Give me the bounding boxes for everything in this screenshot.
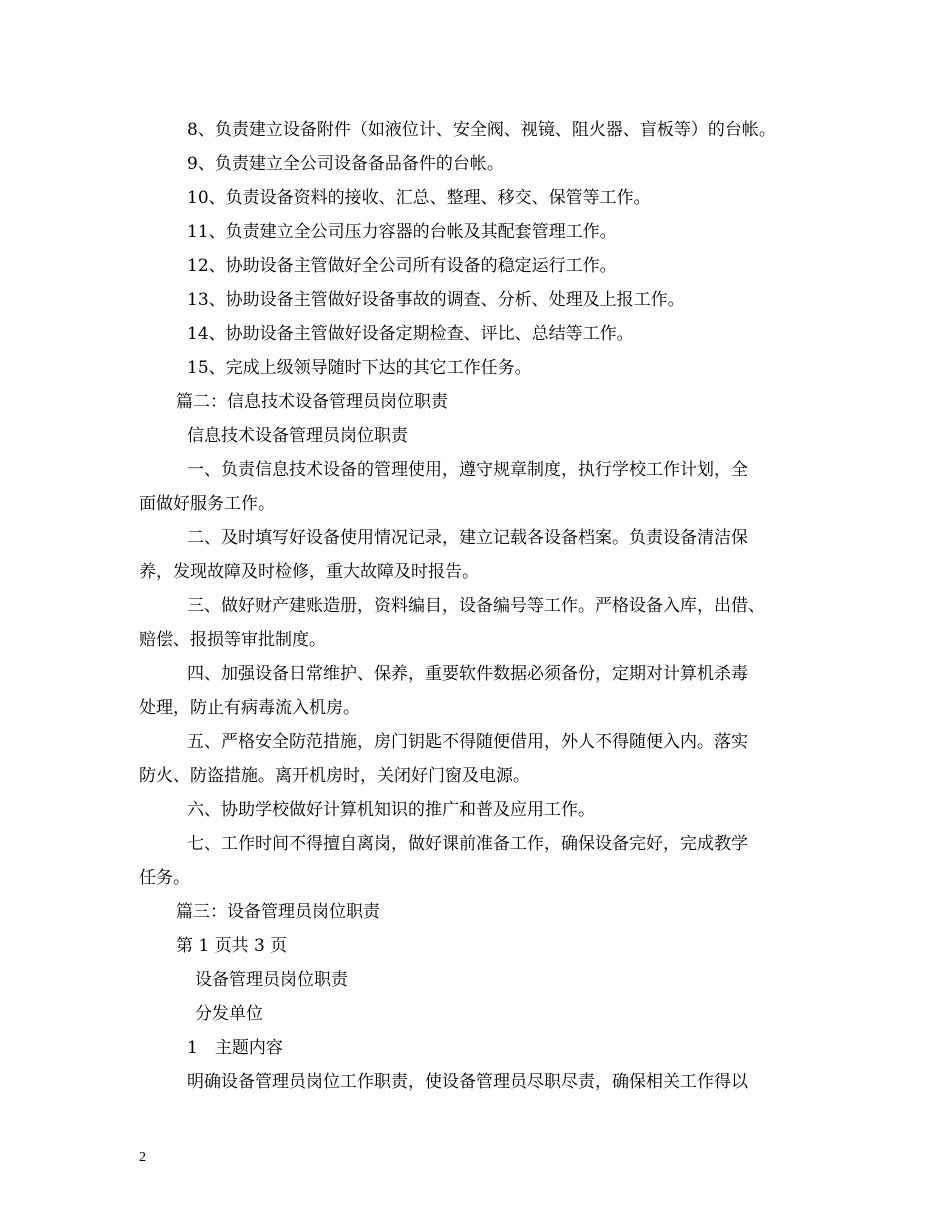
section-title: 设备管理员岗位职责	[195, 970, 348, 990]
section-heading: 篇二：信息技术设备管理员岗位职责	[176, 392, 448, 412]
duty-line: 任务。	[139, 868, 190, 888]
duty-line: 养，发现故障及时检修，重大故障及时报告。	[139, 562, 479, 582]
paragraph: 11、负责建立全公司压力容器的台帐及其配套管理工作。	[187, 222, 617, 242]
paragraph: 明确设备管理员岗位工作职责，使设备管理员尽职尽责，确保相关工作得以	[187, 1072, 748, 1092]
paragraph: 10、负责设备资料的接收、汇总、整理、移交、保管等工作。	[187, 188, 651, 208]
paragraph: 分发单位	[195, 1004, 263, 1024]
duty-line: 五、严格安全防范措施，房门钥匙不得随便借用，外人不得随便入内。落实	[187, 732, 748, 752]
page-info: 第 1 页共 3 页	[176, 936, 288, 956]
paragraph: 14、协助设备主管做好设备定期检查、评比、总结等工作。	[187, 324, 634, 344]
duty-line: 防火、防盗措施。离开机房时，关闭好门窗及电源。	[139, 766, 530, 786]
section-title: 信息技术设备管理员岗位职责	[187, 426, 408, 446]
duty-line: 处理，防止有病毒流入机房。	[139, 698, 360, 718]
duty-line: 三、做好财产建账造册，资料编目，设备编号等工作。严格设备入库，出借、	[187, 596, 765, 616]
duty-line: 二、及时填写好设备使用情况记录，建立记载各设备档案。负责设备清洁保	[187, 528, 748, 548]
paragraph: 13、协助设备主管做好设备事故的调查、分析、处理及上报工作。	[187, 290, 685, 310]
paragraph: 15、完成上级领导随时下达的其它工作任务。	[187, 358, 532, 378]
page-number: 2	[139, 1150, 146, 1165]
duty-line: 六、协助学校做好计算机知识的推广和普及应用工作。	[187, 800, 595, 820]
section-heading: 篇三：设备管理员岗位职责	[176, 902, 380, 922]
duty-line: 四、加强设备日常维护、保养，重要软件数据必须备份，定期对计算机杀毒	[187, 664, 748, 684]
paragraph: 12、协助设备主管做好全公司所有设备的稳定运行工作。	[187, 256, 617, 276]
subsection-heading: 1 主题内容	[187, 1038, 283, 1058]
duty-line: 七、工作时间不得擅自离岗，做好课前准备工作，确保设备完好，完成教学	[187, 834, 748, 854]
paragraph: 9、负责建立全公司设备备品备件的台帐。	[187, 154, 504, 174]
duty-line: 赔偿、报损等审批制度。	[139, 630, 326, 650]
paragraph: 8、负责建立设备附件（如液位计、安全阀、视镜、阻火器、盲板等）的台帐。	[187, 120, 776, 140]
duty-line: 一、负责信息技术设备的管理使用，遵守规章制度，执行学校工作计划，全	[187, 460, 748, 480]
duty-line: 面做好服务工作。	[139, 494, 275, 514]
